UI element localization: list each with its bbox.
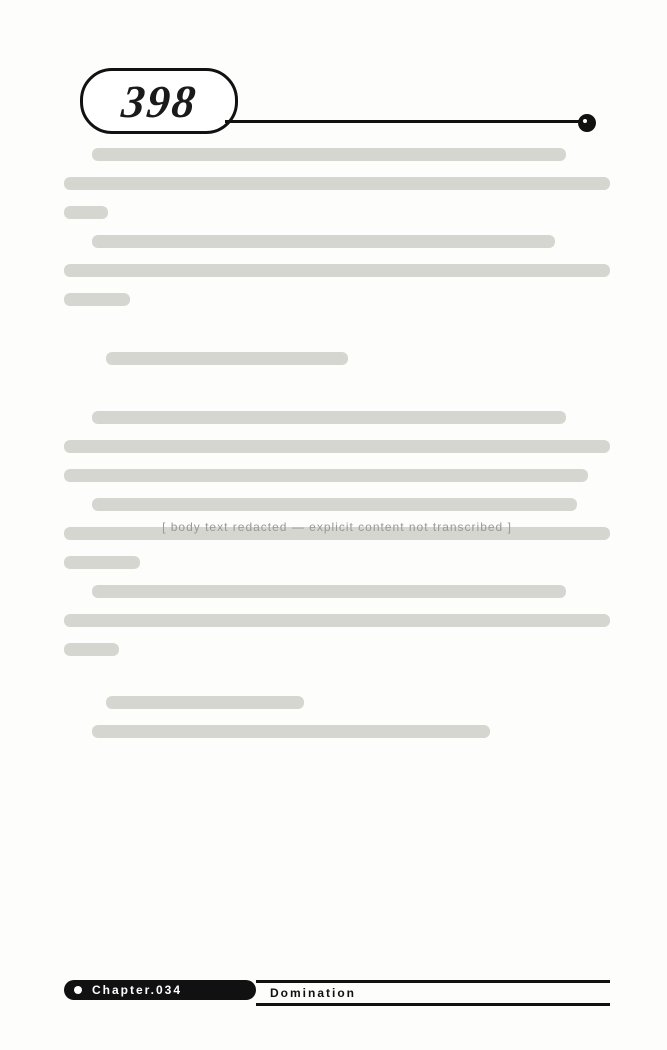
redacted-paragraph	[64, 352, 610, 365]
page-footer	[0, 978, 667, 1004]
redacted-text-line	[64, 614, 610, 627]
redacted-paragraph	[64, 235, 610, 306]
redacted-text-line	[64, 556, 140, 569]
redacted-text-line	[64, 469, 588, 482]
redacted-text-line	[64, 177, 610, 190]
redacted-paragraph	[64, 148, 610, 219]
header-rule	[225, 120, 583, 123]
redacted-text-line	[64, 643, 119, 656]
redacted-text-line	[64, 293, 130, 306]
bullet-dot-icon	[74, 986, 82, 994]
redaction-notice: [ body text redacted — explicit content not transcribed ]	[162, 520, 512, 534]
redacted-text-line	[106, 696, 304, 709]
redacted-text-line	[92, 148, 566, 161]
redacted-text-line	[92, 235, 555, 248]
chapter-pill	[64, 980, 256, 1000]
header-end-dot-icon	[578, 114, 596, 132]
redacted-paragraph	[64, 585, 610, 656]
redacted-paragraph	[64, 696, 610, 738]
chapter-label: Chapter.034	[92, 983, 183, 997]
redacted-text-line	[92, 725, 490, 738]
page-number: 398	[118, 75, 200, 127]
redacted-text-line	[92, 411, 566, 424]
redacted-paragraph	[64, 411, 610, 482]
series-label: Domination	[256, 986, 356, 1000]
redacted-text-line	[64, 206, 108, 219]
page-header	[0, 62, 667, 132]
redacted-text-line	[64, 264, 610, 277]
redacted-text-line	[106, 352, 348, 365]
redacted-text-line	[92, 498, 577, 511]
redacted-text-line	[64, 440, 610, 453]
page-number-badge	[80, 68, 238, 134]
redacted-text-line	[92, 585, 566, 598]
series-box	[256, 980, 610, 1006]
page-body	[64, 148, 610, 754]
